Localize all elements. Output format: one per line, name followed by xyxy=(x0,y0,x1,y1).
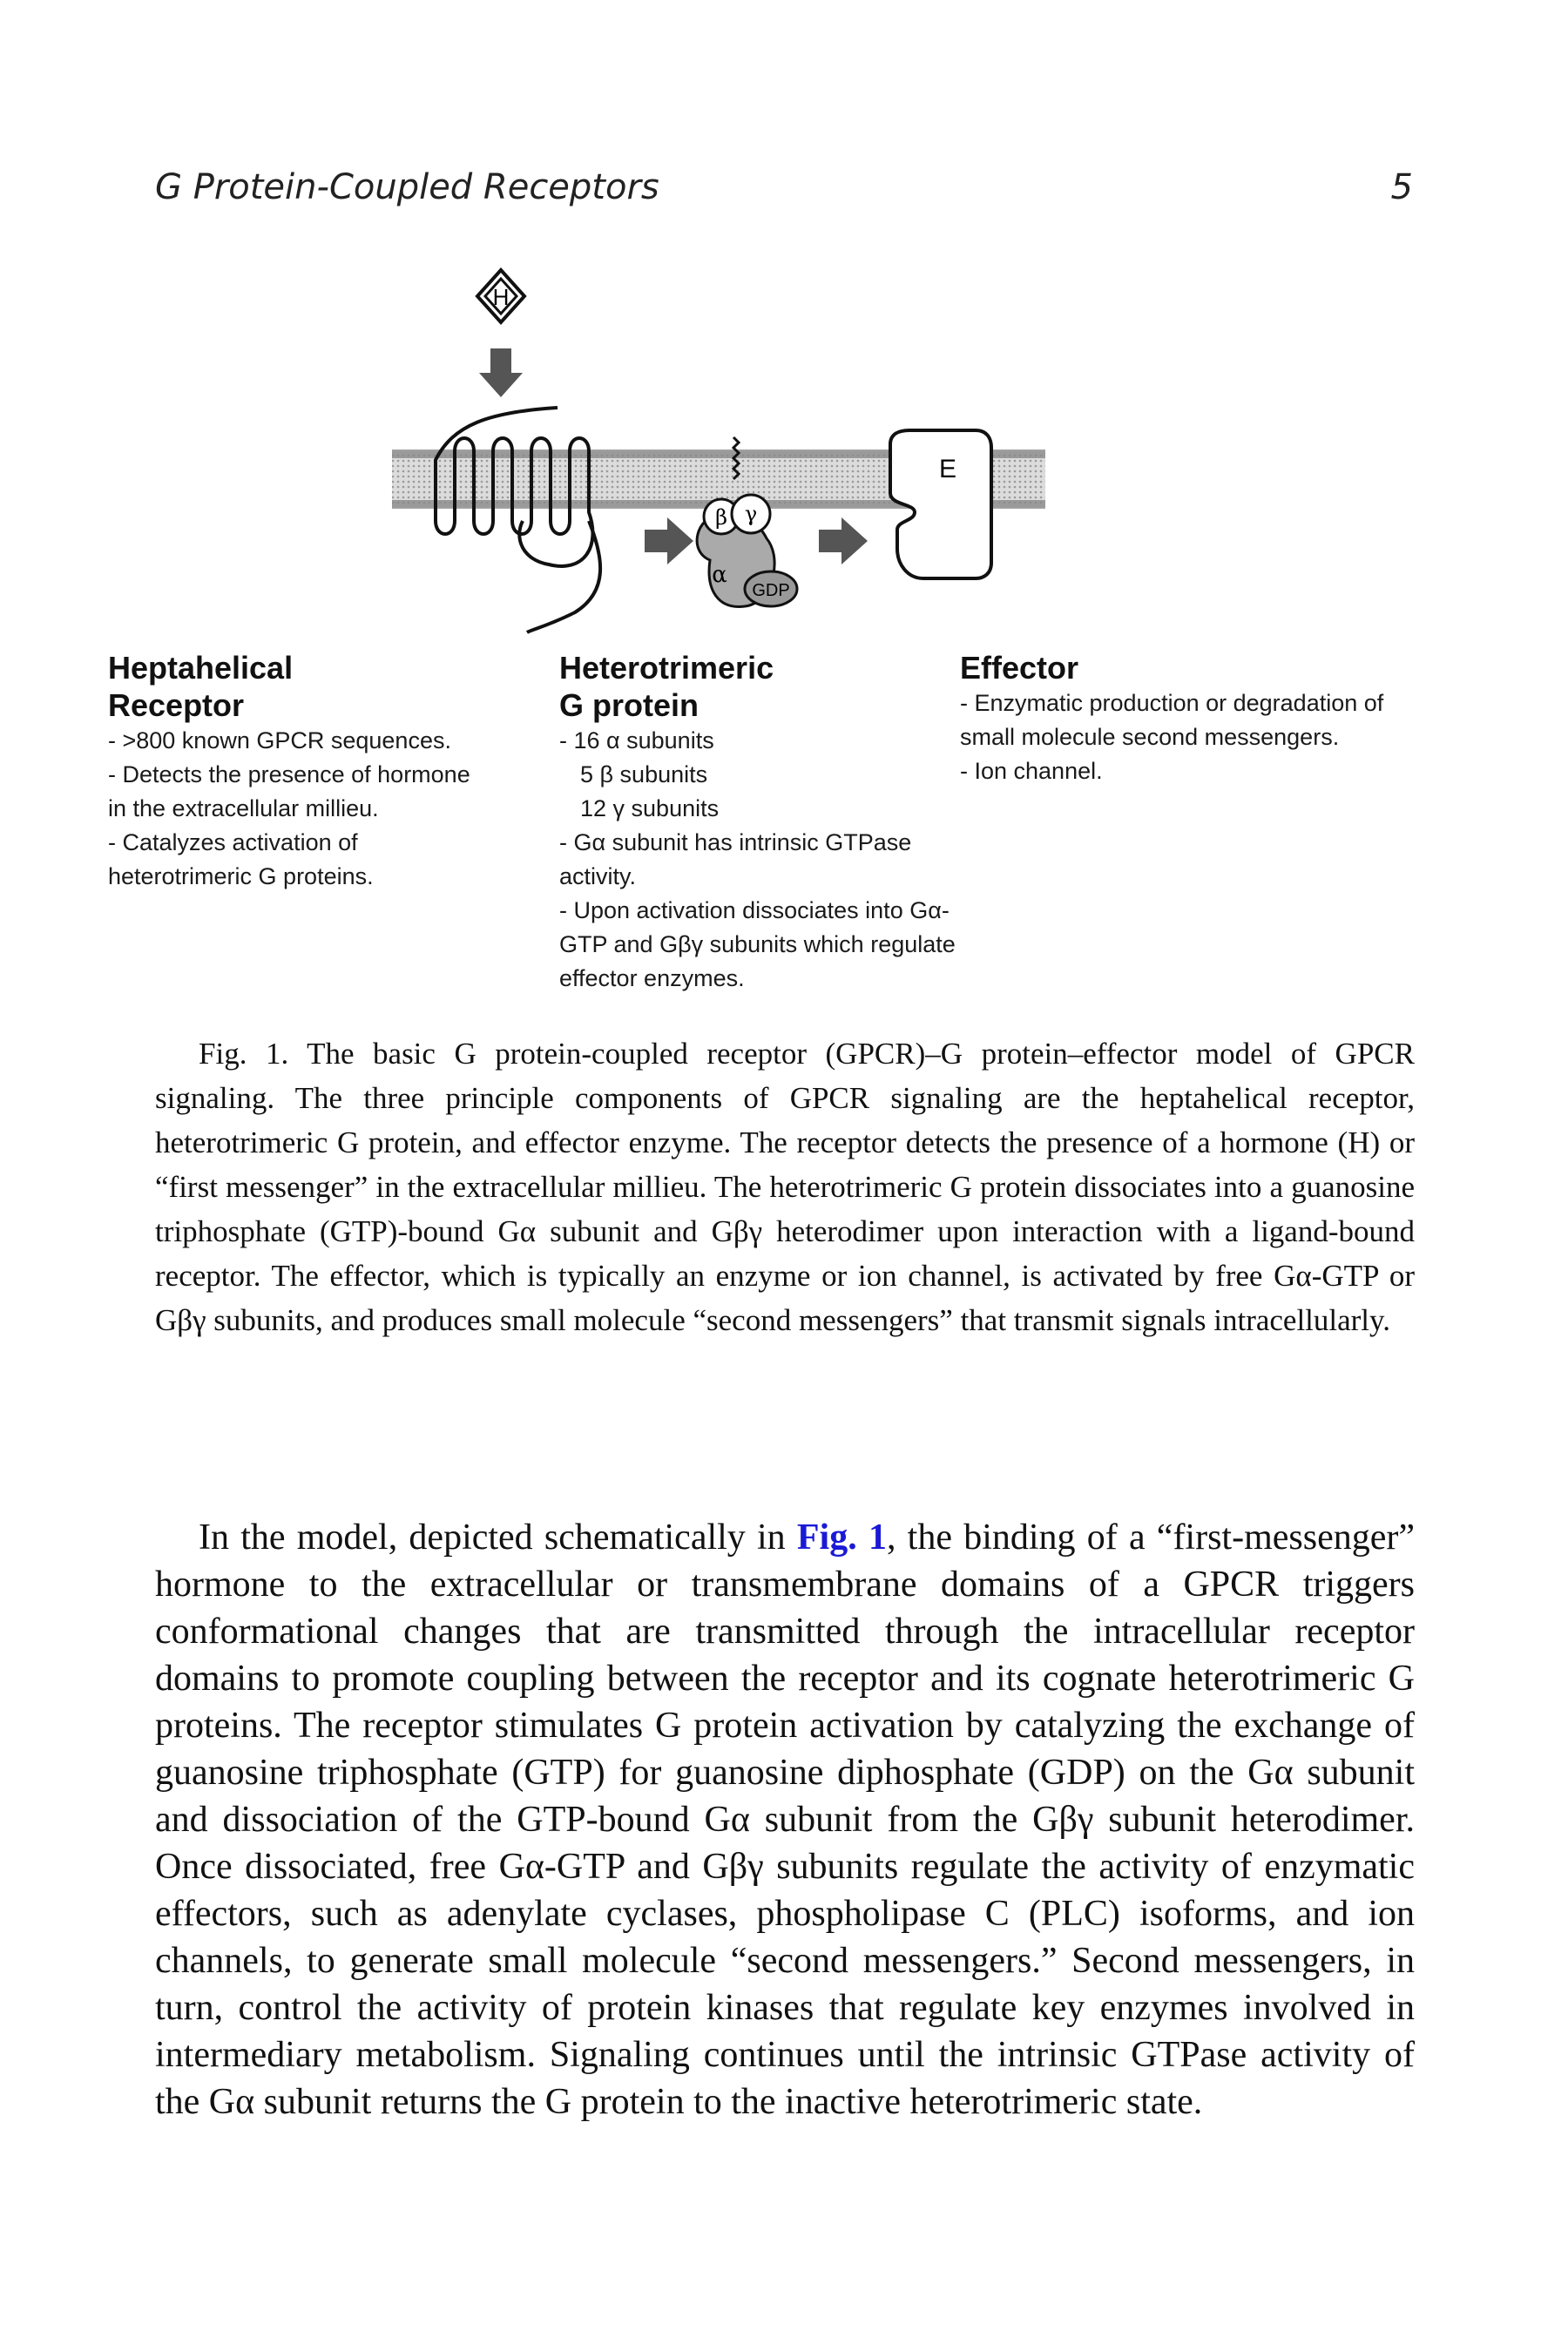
down-arrow-icon xyxy=(479,348,523,397)
g-protein-heading-2: G protein xyxy=(559,687,699,723)
g-protein-line: - Gα subunit has intrinsic GTPase xyxy=(559,829,912,855)
gpcr-model-diagram xyxy=(375,260,1054,643)
receptor-heading-1: Heptahelical xyxy=(108,650,294,686)
figure-1-link[interactable]: Fig. 1 xyxy=(796,1517,887,1558)
hormone-label: H xyxy=(492,284,510,310)
body-text-rest: , the binding of a “first-messenger” hormone to the extracellular or transmembrane domains of a GPCR triggers conformational changes that are transmitted through the intracellular receptor domains to promote coupling between the receptor and its cognate heterotrimeric G proteins. The receptor stimulates G protein activation by catalyzing the exchange of guanosine triphosphate (GTP) for guanosine diphosphate (GDP) on the Gα subunit and dissociation of the GTP-bound Gα subunit from the Gβγ subunit heterodimer. Once dissociated, free Gα-GTP and Gβγ subunits regulate the activity of enzymatic effectors, such as adenylate cyclases, phospholipase C (PLC) isoforms, and ion channels, to generate small molecule “second messengers.” Second messengers, in turn, control the activity of protein kinases that regulate key enzymes involved in intermediary metabolism. Signaling continues until the intrinsic GTPase activity of the Gα subunit returns the G protein to the inactive heterotrimeric state. xyxy=(155,1517,1415,2122)
g-protein-heading-1: Heterotrimeric xyxy=(559,650,774,686)
figure-caption xyxy=(155,1031,1415,1342)
body-text-start: In the model, depicted schematically in xyxy=(199,1517,797,1558)
g-protein-line: GTP and Gβγ subunits which regulate xyxy=(559,931,956,957)
g-protein-line: - Upon activation dissociates into Gα- xyxy=(559,897,950,923)
receptor-line: - Detects the presence of hormone xyxy=(108,761,470,787)
figure-caption-text: Fig. 1. The basic G protein-coupled receptor (GPCR)–G protein–effector model of GPCR signaling. The three principle components of GPCR signaling are the heptahelical receptor, heterotrimeric G protein, and effector enzyme. The receptor detects the presence of a hormone (H) or “first messenger” in the extracellular millieu. The heterotrimeric G protein dissociates into a guanosine triphosphate (GTP)-bound Gα subunit and Gβγ heterodimer upon interaction with a ligand-bound receptor. The effector, which is typically an enzyme or ion channel, is activated by free Gα-GTP or Gβγ subunits, and produces small molecule “second messengers” that transmit signals intracellularly. xyxy=(155,1037,1415,1337)
gamma-label: γ xyxy=(744,502,758,526)
receptor-description xyxy=(108,649,561,894)
g-protein-line: activity. xyxy=(559,863,637,889)
g-protein-line: 5 β subunits xyxy=(580,761,708,787)
receptor-line: heterotrimeric G proteins. xyxy=(108,863,374,889)
g-protein-line: - 16 α subunits xyxy=(559,727,714,754)
effector-line: - Enzymatic production or degradation of xyxy=(960,690,1384,716)
gdp-label: GDP xyxy=(752,581,790,600)
heptahelical-receptor xyxy=(436,408,600,632)
activation-arrow-icon xyxy=(645,517,693,564)
page-number: 5 xyxy=(1390,167,1413,207)
body-text xyxy=(155,1514,1415,2126)
running-title: G Protein-Coupled Receptors xyxy=(155,167,659,207)
g-protein-line: 12 γ subunits xyxy=(580,795,720,821)
receptor-heading-2: Receptor xyxy=(108,687,245,723)
effector-description xyxy=(960,649,1483,788)
receptor-line: - Catalyzes activation of xyxy=(108,829,358,855)
effector-enzyme xyxy=(890,430,991,578)
effector-line: small molecule second messengers. xyxy=(960,724,1340,750)
running-head xyxy=(155,167,1413,220)
hormone-icon xyxy=(477,270,524,322)
effector-label: E xyxy=(938,455,957,483)
receptor-line: in the extracellular millieu. xyxy=(108,795,379,821)
effector-line: - Ion channel. xyxy=(960,758,1103,784)
activation-arrow-icon xyxy=(819,517,868,564)
effector-heading: Effector xyxy=(960,650,1079,686)
body-paragraph xyxy=(155,1514,1415,2126)
receptor-line: - >800 known GPCR sequences. xyxy=(108,727,451,754)
beta-label: β xyxy=(715,505,727,530)
g-protein-line: effector enzymes. xyxy=(559,965,745,991)
alpha-label: α xyxy=(712,562,727,588)
